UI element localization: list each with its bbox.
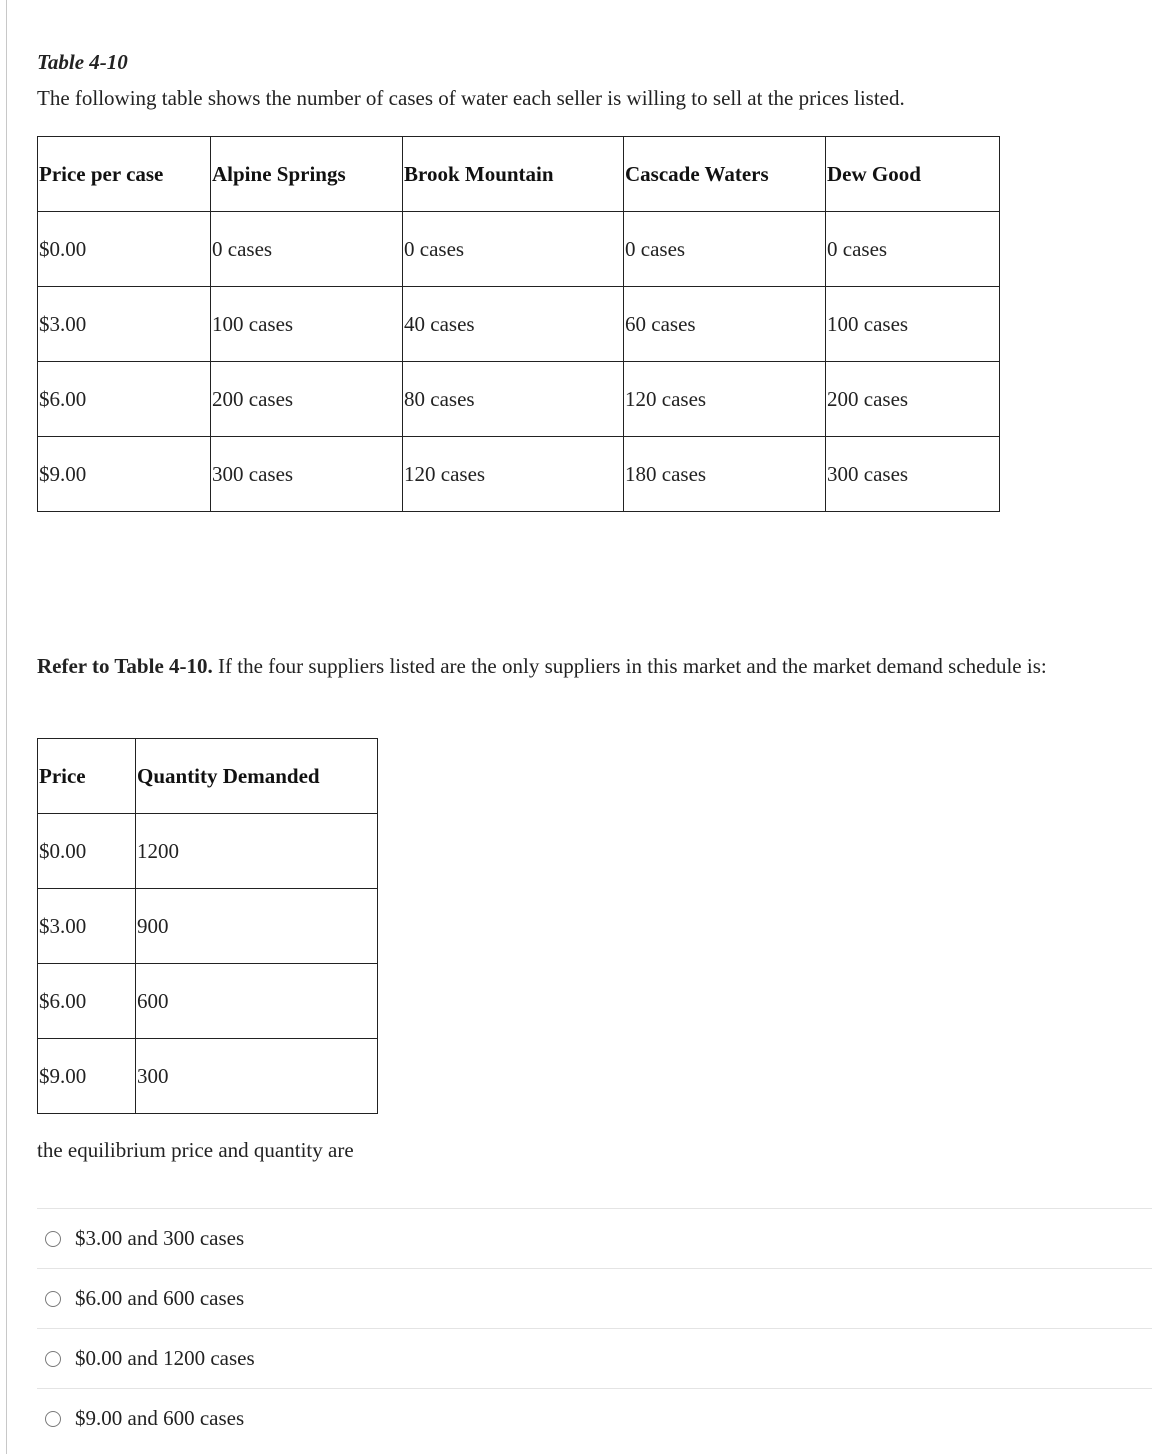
demand-row: [38, 814, 378, 889]
supply-header-alpine-springs: Alpine Springs: [211, 137, 403, 212]
demand-row: [38, 889, 378, 964]
supply-header-dew-good: Dew Good: [826, 137, 1000, 212]
question-tail: the equilibrium price and quantity are: [37, 1138, 354, 1162]
supply-cell: 120 cases: [624, 362, 826, 437]
answer-choices: [37, 1208, 1152, 1448]
answer-choice-label[interactable]: $6.00 and 600 cases: [75, 1286, 245, 1310]
supply-row: [38, 212, 1000, 287]
demand-header-row: [38, 739, 378, 814]
demand-cell: $0.00: [38, 814, 136, 889]
supply-cell: 0 cases: [403, 212, 624, 287]
supply-cell: 300 cases: [211, 437, 403, 512]
supply-cell: 60 cases: [624, 287, 826, 362]
supply-cell: 200 cases: [826, 362, 1000, 437]
answer-choice-2[interactable]: [37, 1268, 1152, 1328]
demand-cell: 600: [136, 964, 378, 1039]
demand-cell: 1200: [136, 814, 378, 889]
table-caption: Table 4-10: [37, 50, 128, 74]
radio-button-icon[interactable]: [45, 1411, 61, 1427]
intro-text: The following table shows the number of cases of water each seller is willing to sell at the prices listed.: [37, 86, 905, 110]
supply-table: [37, 136, 1000, 512]
demand-cell: 300: [136, 1039, 378, 1114]
answer-choice-3[interactable]: [37, 1328, 1152, 1388]
answer-choice-1[interactable]: [37, 1208, 1152, 1268]
supply-cell: 100 cases: [211, 287, 403, 362]
supply-row: [38, 437, 1000, 512]
supply-cell: 40 cases: [403, 287, 624, 362]
demand-cell: $6.00: [38, 964, 136, 1039]
supply-cell: 200 cases: [211, 362, 403, 437]
supply-header-row: [38, 137, 1000, 212]
radio-button-icon[interactable]: [45, 1351, 61, 1367]
radio-button-icon[interactable]: [45, 1231, 61, 1247]
supply-row: [38, 362, 1000, 437]
demand-header-quantity: Quantity Demanded: [136, 739, 378, 814]
demand-row: [38, 964, 378, 1039]
answer-choice-label[interactable]: $0.00 and 1200 cases: [75, 1346, 255, 1370]
answer-choice-4[interactable]: [37, 1388, 1152, 1448]
demand-cell: 900: [136, 889, 378, 964]
supply-cell: 180 cases: [624, 437, 826, 512]
supply-cell: 0 cases: [624, 212, 826, 287]
left-border: [6, 0, 7, 1454]
supply-cell: $0.00: [38, 212, 211, 287]
supply-cell: 120 cases: [403, 437, 624, 512]
answer-choice-label[interactable]: $9.00 and 600 cases: [75, 1406, 245, 1430]
supply-cell: $9.00: [38, 437, 211, 512]
supply-header-price: Price per case: [38, 137, 211, 212]
demand-table: [37, 738, 378, 1114]
supply-header-cascade-waters: Cascade Waters: [624, 137, 826, 212]
supply-cell: $6.00: [38, 362, 211, 437]
supply-cell: 0 cases: [826, 212, 1000, 287]
demand-cell: $9.00: [38, 1039, 136, 1114]
radio-button-icon[interactable]: [45, 1291, 61, 1307]
question-text: [37, 648, 1147, 684]
demand-header-price: Price: [38, 739, 136, 814]
supply-cell: 80 cases: [403, 362, 624, 437]
supply-header-brook-mountain: Brook Mountain: [403, 137, 624, 212]
demand-row: [38, 1039, 378, 1114]
demand-cell: $3.00: [38, 889, 136, 964]
supply-cell: 0 cases: [211, 212, 403, 287]
supply-cell: 300 cases: [826, 437, 1000, 512]
supply-cell: 100 cases: [826, 287, 1000, 362]
supply-row: [38, 287, 1000, 362]
question-table-ref: Refer to Table 4-10.: [37, 654, 213, 678]
answer-choice-label[interactable]: $3.00 and 300 cases: [75, 1226, 245, 1250]
supply-cell: $3.00: [38, 287, 211, 362]
question-body: If the four suppliers listed are the only suppliers in this market and the market demand schedule is:: [212, 654, 1047, 678]
